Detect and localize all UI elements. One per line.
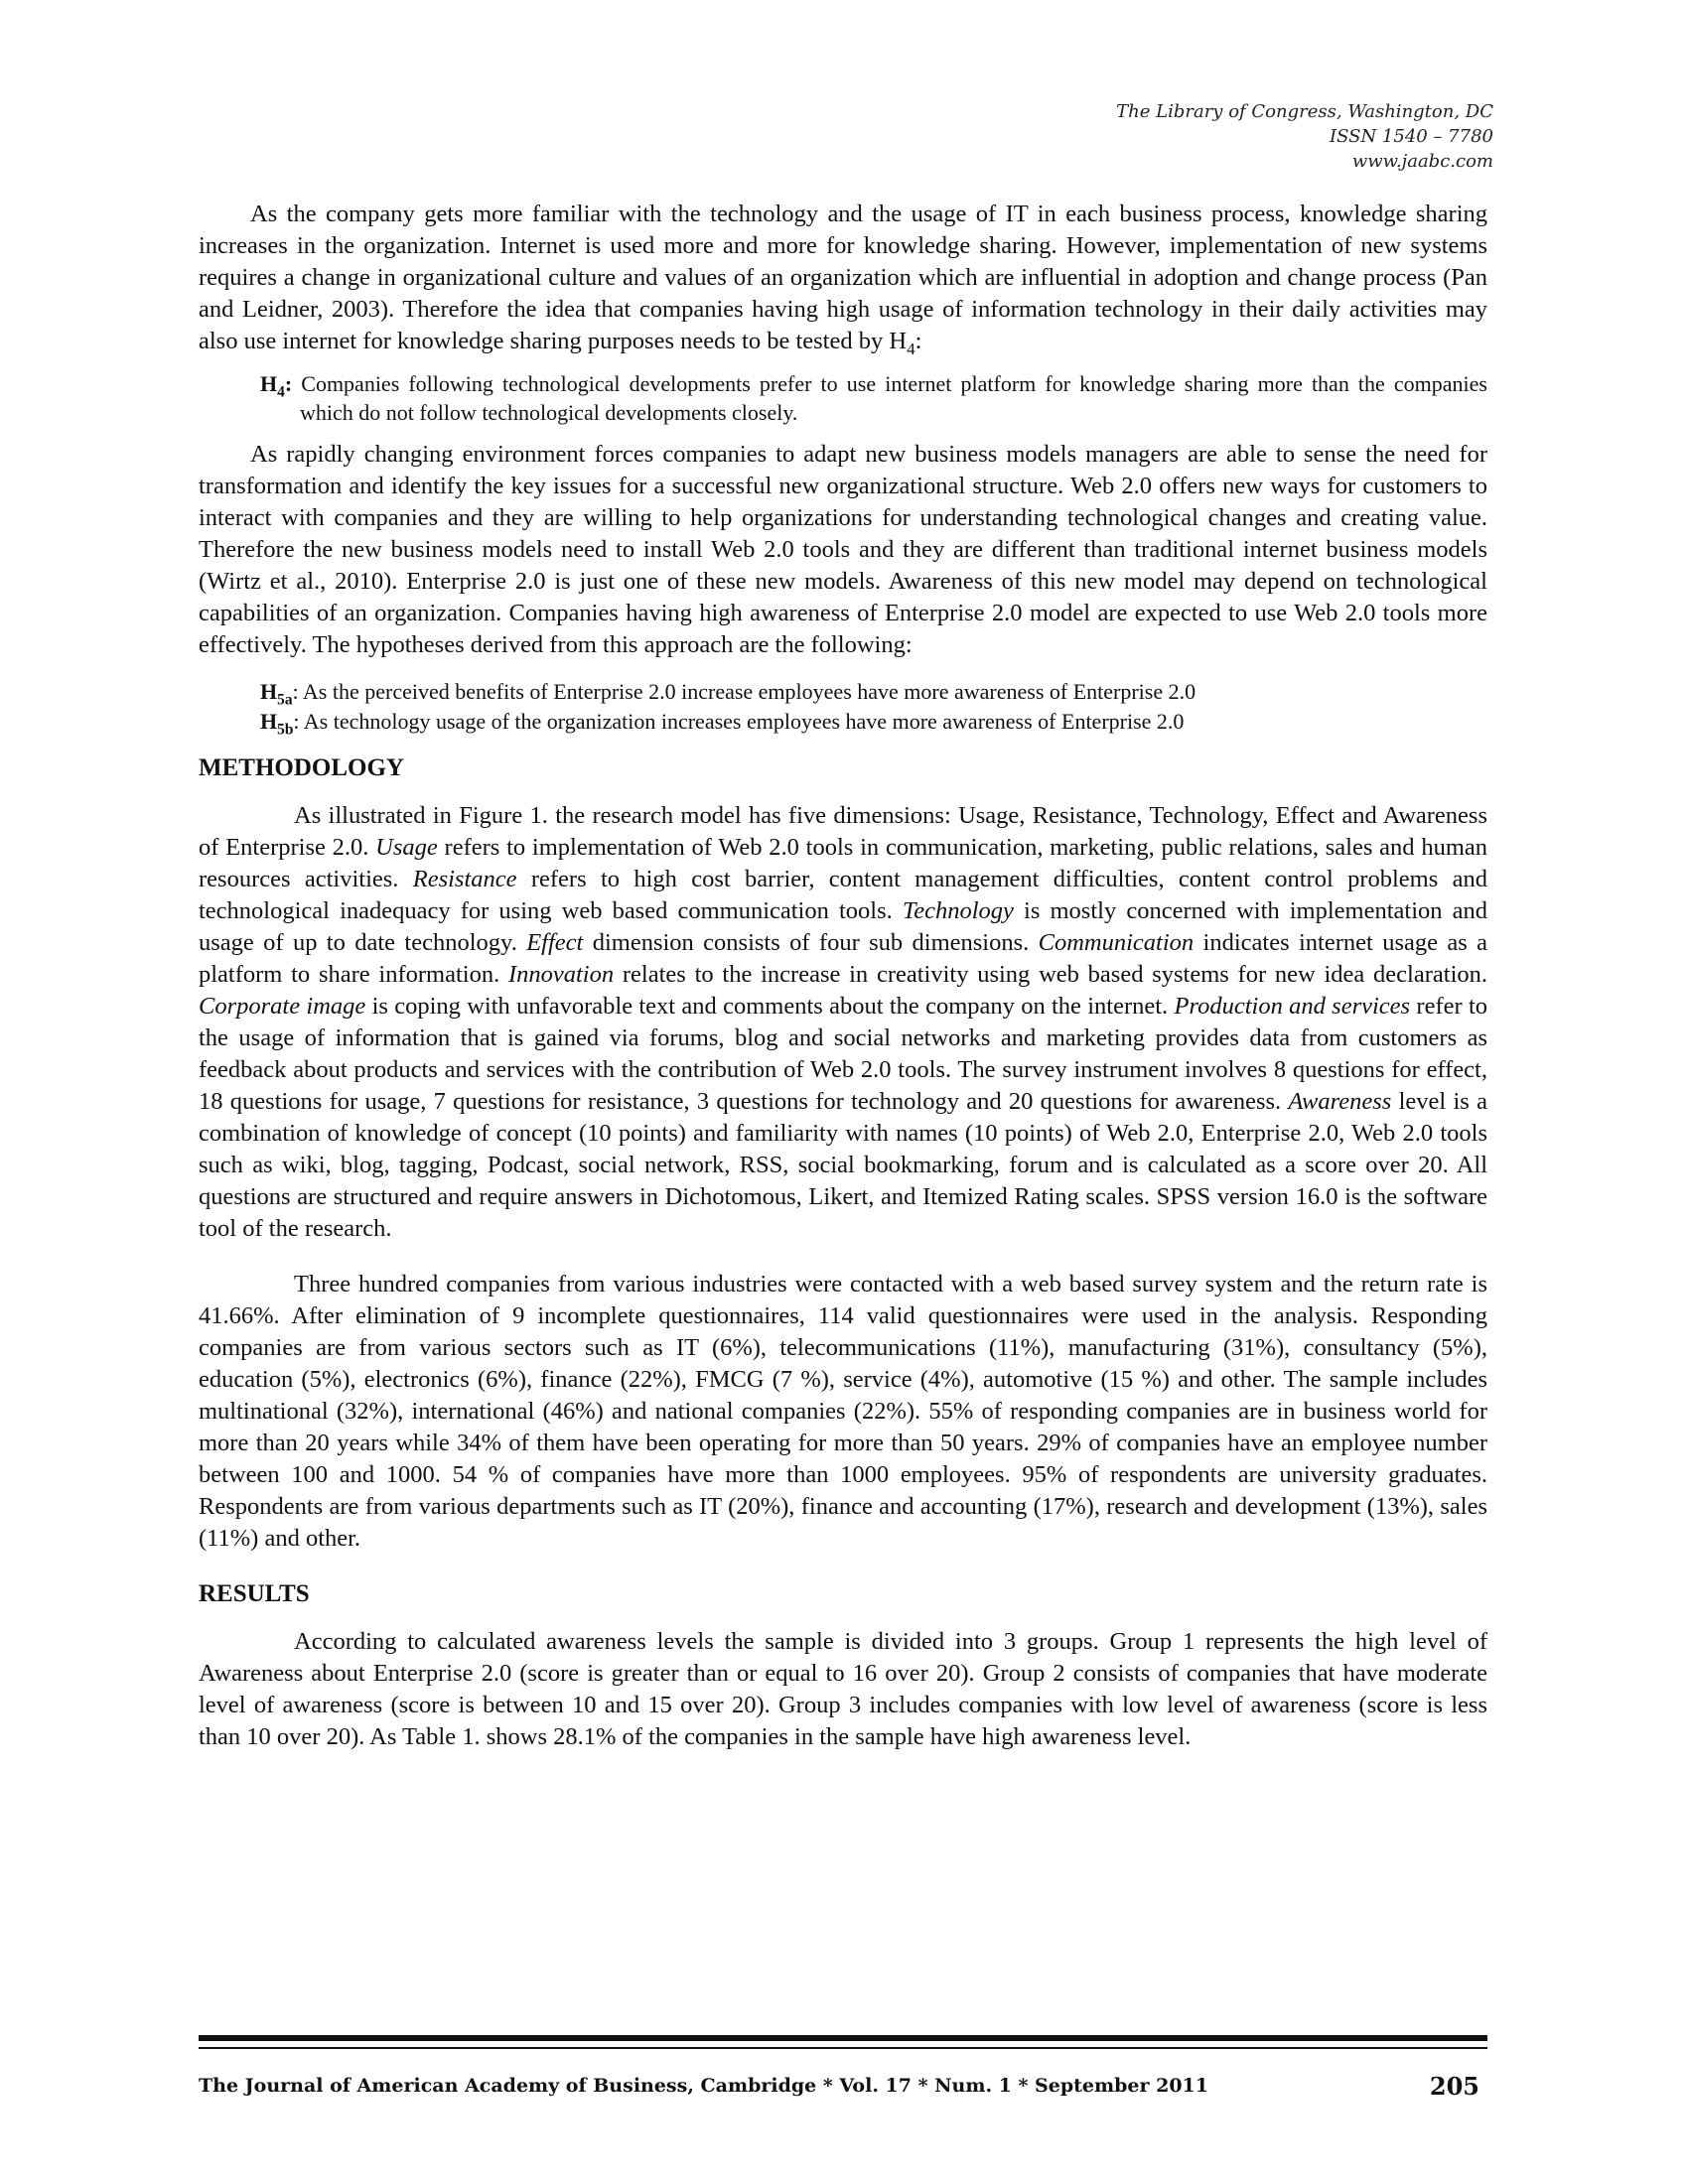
term-usage: Usage bbox=[375, 834, 438, 861]
paragraph-text: As the company gets more familiar with the technology and the usage of IT in each business process, knowledge sharing increases in the organization. Internet is used more and more for knowledge sharing. However, implementation of new systems requires a change in organizational culture and values of an organization which are influential in adoption and change process (Pan and Leidner, 2003). Therefore the idea that companies having high usage of information technology in their daily activities may also use internet for knowledge sharing purposes needs to be tested by H bbox=[199, 201, 1487, 354]
footer-rule-thick bbox=[199, 2035, 1487, 2041]
paragraph bbox=[199, 199, 1487, 357]
header-line-3: www.jaabc.com bbox=[1351, 151, 1493, 172]
term-communication: Communication bbox=[1038, 929, 1195, 956]
paragraph: As illustrated in Figure 1. the research model has five dimensions: Usage, Resistance, Technology, Effect and Awareness of Enterprise 2.0. Usage refers to implementation of Web 2.0 tools in communication, marketing, public relations, sales and human resources activities. Resistance refers to high cost barrier, content management difficulties, content control problems and technological inadequacy for using web based communication tools. Technology is mostly concerned with implementation and usage of up to date technology. Effect dimension consists of four sub dimensions. Communication indicates internet usage as a platform to share information. Innovation relates to the increase in creativity using web based systems for new idea declaration. Corporate image is coping with unfavorable text and comments about the company on the internet. Production and services refer to the usage of information that is gained via forums, blog and social networks and marketing provides data from customers as feedback about products and services with the contribution of Web 2.0 tools. The survey instrument involves 8 questions for effect, 18 questions for usage, 7 questions for resistance, 3 questions for technology and 20 questions for awareness. Awareness level is a combination of knowledge of concept (10 points) and familiarity with names (10 points) of Web 2.0, Enterprise 2.0, Web 2.0 tools such as wiki, blog, tagging, Podcast, social network, RSS, social bookmarking, forum and is calculated as a score over 20. All questions are structured and require answers in Dichotomous, Likert, and Itemized Rating scales. SPSS version 16.0 is the software tool of the research. bbox=[199, 802, 1488, 1242]
paragraph: According to calculated awareness levels the sample is divided into 3 groups. Group 1 represents the high level of Awareness about Enterprise 2.0 (score is greater than or equal to 16 over 20). Group 2 consists of companies that have moderate level of awareness (score is between 10 and 15 over 20). Group 3 includes companies with low level of awareness (score is less than 10 over 20). As Table 1. shows 28.1% of the companies in the sample have high awareness level. bbox=[199, 1628, 1487, 1750]
paragraph-text: : bbox=[914, 328, 922, 354]
body-text bbox=[199, 199, 1487, 1753]
term-resistance: Resistance bbox=[412, 866, 517, 892]
hypothesis-text: : As technology usage of the organization increases employees have more awareness of Enterprise 2.0 bbox=[293, 709, 1185, 734]
journal-citation: The Journal of American Academy of Business, Cambridge * Vol. 17 * Num. 1 * September 2011 bbox=[199, 2075, 1209, 2097]
term-awareness: Awareness bbox=[1288, 1088, 1392, 1115]
hypothesis-text: : As the perceived benefits of Enterprise 2.0 increase employees have more awareness of Enterprise 2.0 bbox=[292, 679, 1196, 704]
header-line-1: The Library of Congress, Washington, DC bbox=[1116, 101, 1493, 122]
paragraph: Three hundred companies from various industries were contacted with a web based survey system and the return rate is 41.66%. After elimination of 9 incomplete questionnaires, 114 valid questionnaires were used in the analysis. Responding companies are from various sectors such as IT (6%), telecommunications (11%), manufacturing (31%), consultancy (5%), education (5%), electronics (6%), finance (22%), FMCG (7 %), service (4%), automotive (15 %) and other. The sample includes multinational (32%), international (46%) and national companies (22%). 55% of responding companies are in business world for more than 20 years while 34% of them have been operating for more than 50 years. 29% of companies have an employee number between 100 and 1000. 54 % of companies have more than 1000 employees. 95% of respondents are university graduates. Respondents are from various departments such as IT (20%), finance and accounting (17%), research and development (13%), sales (11%) and other. bbox=[199, 1271, 1487, 1552]
term-innovation: Innovation bbox=[507, 961, 615, 988]
running-header bbox=[1116, 99, 1493, 174]
hypothesis-label: $H_4$: bbox=[260, 371, 293, 401]
hypothesis-h4 bbox=[199, 369, 1487, 427]
term-effect: Effect bbox=[526, 929, 584, 956]
term-technology: Technology bbox=[902, 897, 1014, 924]
term-corporate-image: Corporate image bbox=[199, 993, 366, 1020]
footer-rule-thin bbox=[199, 2047, 1487, 2049]
hypothesis-h5a bbox=[199, 677, 1487, 707]
hypothesis-h5b bbox=[199, 707, 1487, 737]
header-line-2: ISSN 1540 – 7780 bbox=[1330, 126, 1493, 147]
page-number: 205 bbox=[1429, 2072, 1479, 2101]
subscript: 4 bbox=[907, 339, 915, 358]
hypothesis-label: $H_{5a}$ bbox=[260, 679, 293, 709]
hypothesis-label: $H_{5b}$ bbox=[260, 709, 294, 739]
term-production-and-services: Production and services bbox=[1174, 993, 1411, 1020]
hypothesis-text: Companies following technological developments prefer to use internet platform for knowledge sharing more than the companies which do not follow technological developments closely. bbox=[292, 371, 1487, 425]
section-heading-results: RESULTS bbox=[199, 1580, 310, 1607]
section-heading-methodology: METHODOLOGY bbox=[199, 754, 404, 781]
paragraph: As rapidly changing environment forces companies to adapt new business models managers are able to sense the need for transformation and identify the key issues for a successful new organizational structure. Web 2.0 offers new ways for customers to interact with companies and they are willing to help organizations for understanding technological changes and creating value. Therefore the new business models need to install Web 2.0 tools and they are different than traditional internet business models (Wirtz et al., 2010). Enterprise 2.0 is just one of these new models. Awareness of this new model may depend on technological capabilities of an organization. Companies having high awareness of Enterprise 2.0 model are expected to use Web 2.0 tools more effectively. The hypotheses derived from this approach are the following: bbox=[199, 441, 1487, 658]
